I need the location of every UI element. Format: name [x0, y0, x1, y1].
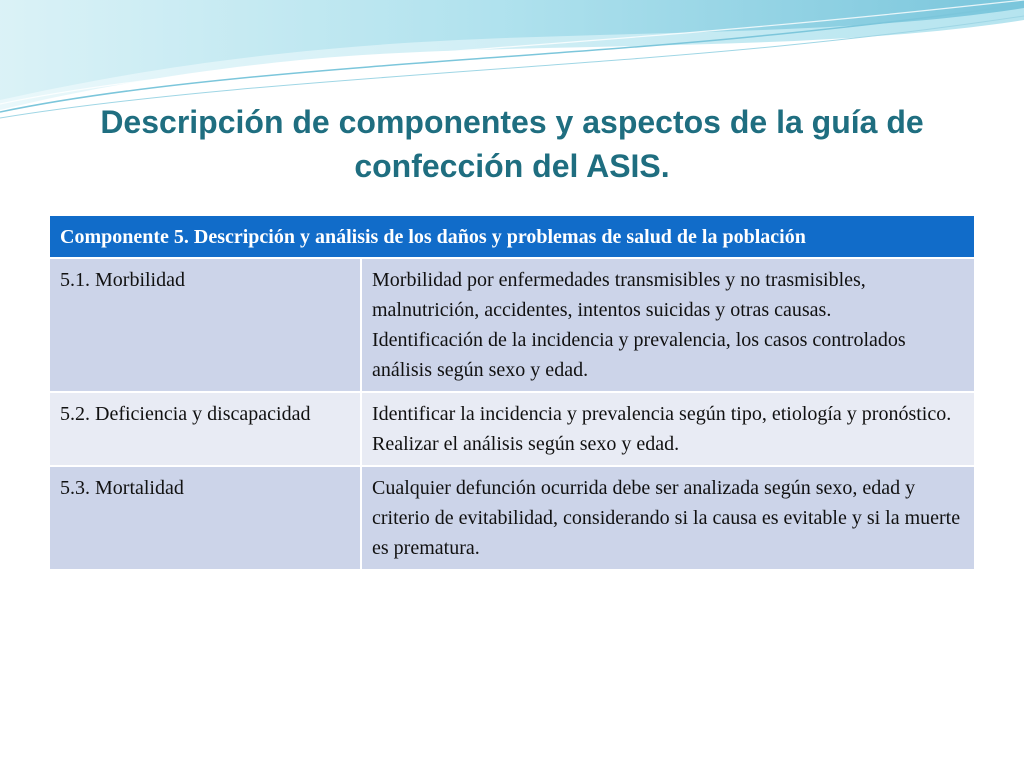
- description-cell: [361, 258, 975, 392]
- component-table-container: [48, 214, 976, 571]
- aspect-cell: 5.1. Morbilidad: [49, 258, 361, 392]
- table-header-row: [49, 215, 975, 258]
- description-line: análisis según sexo y edad.: [372, 359, 589, 381]
- slide-title: Descripción de componentes y aspectos de la guía de confección del ASIS.: [100, 104, 924, 184]
- component-table: [48, 214, 976, 571]
- description-line: Identificación de la incidencia y prevalencia, los casos controlados: [372, 329, 906, 351]
- table-row: [49, 258, 975, 392]
- aspect-cell: 5.2. Deficiencia y discapacidad: [49, 392, 361, 466]
- description-cell: [361, 392, 975, 466]
- description-line: Identificar la incidencia y prevalencia según tipo, etiología y pronóstico. Realizar el análisis según sexo y edad.: [372, 403, 952, 455]
- description-cell: [361, 466, 975, 570]
- table-row: [49, 392, 975, 466]
- description-line: Morbilidad por enfermedades transmisibles y no trasmisibles, malnutrición, accidentes, intentos suicidas y otras causas.: [372, 269, 866, 321]
- table-header: Componente 5. Descripción y análisis de los daños y problemas de salud de la población: [49, 215, 975, 258]
- aspect-cell: 5.3. Mortalidad: [49, 466, 361, 570]
- description-line: Cualquier defunción ocurrida debe ser analizada según sexo, edad y criterio de evitabilidad, considerando si la causa es evitable y si la muerte es prematura.: [372, 477, 961, 559]
- table-row: [49, 466, 975, 570]
